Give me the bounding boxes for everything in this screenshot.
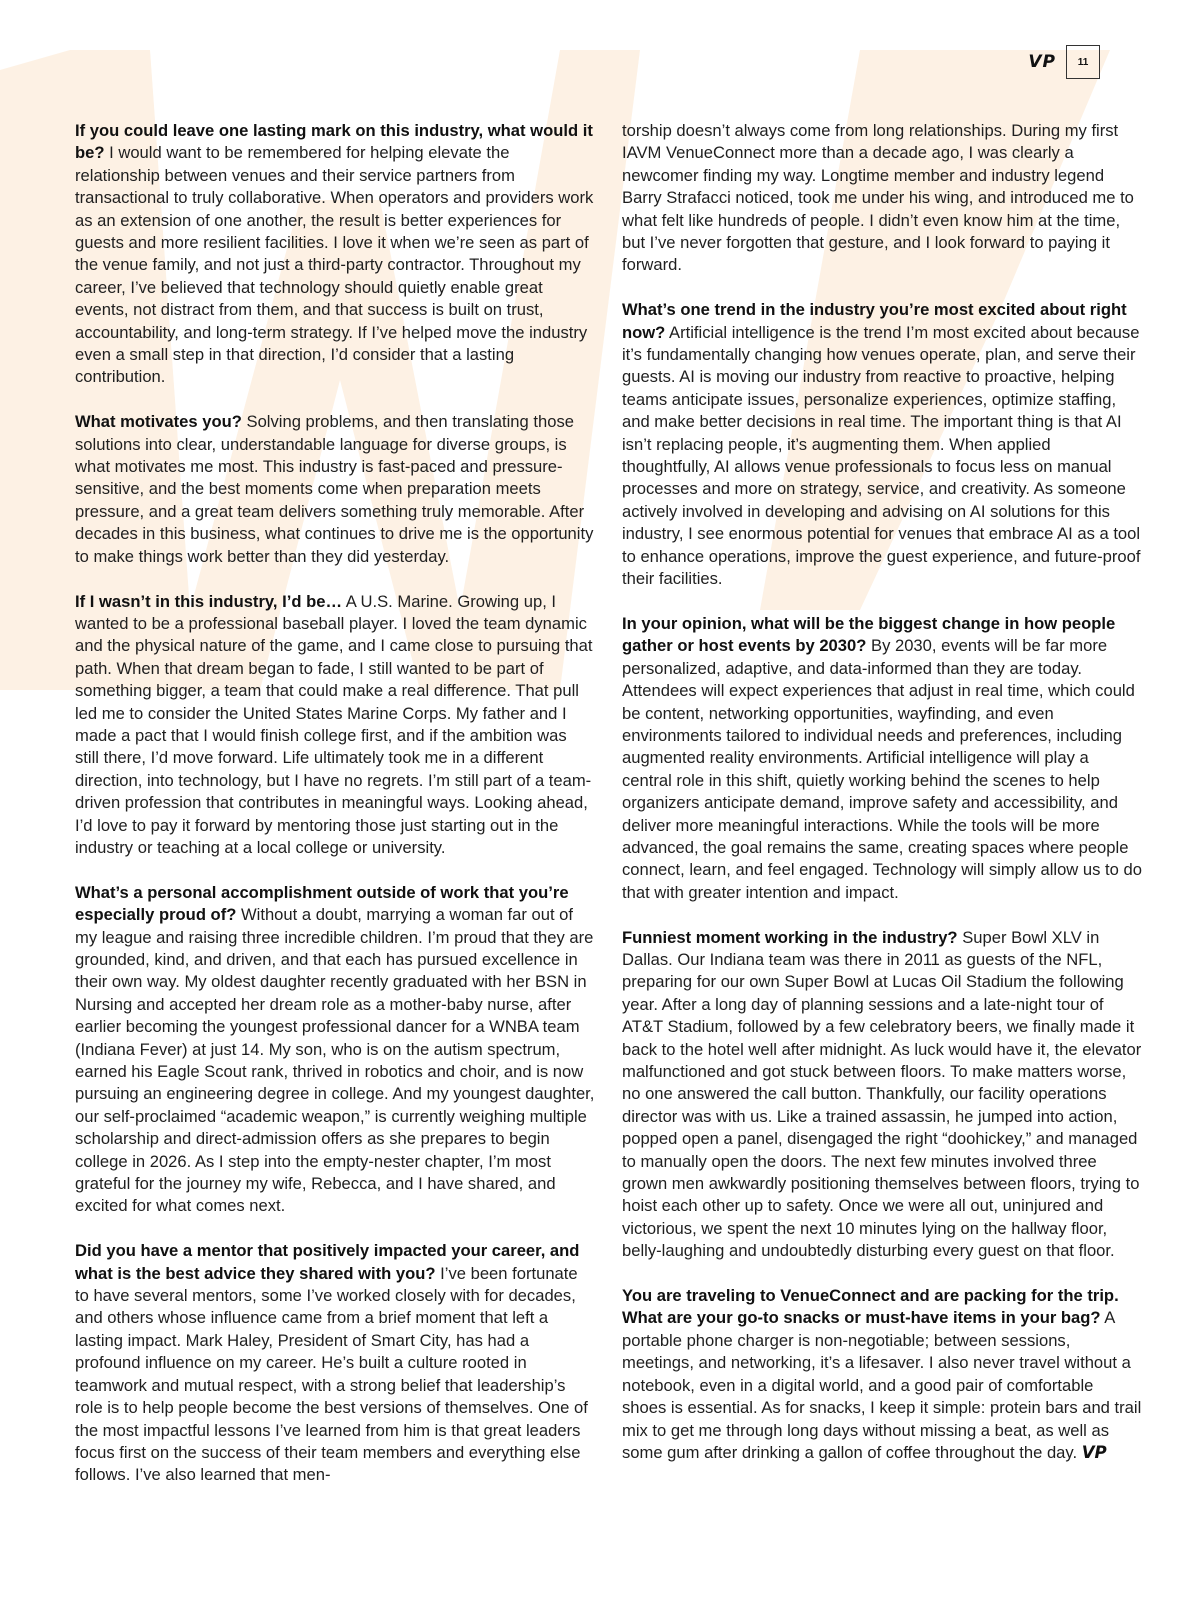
page-header (1028, 44, 1100, 80)
answer: Solving problems, and then translating those solutions into clear, understandable language for diverse groups, is what motivates me most. This industry is fast-paced and pressure-sensitive, and the best moments come when preparation meets pressure, and a great team delivers something truly memorable. After decades in this business, what continues to drive me is the opportunity to make things work better than they did yesterday. (75, 412, 594, 566)
question: What motivates you? (75, 412, 242, 432)
qa-paragraph (75, 120, 595, 389)
qa-paragraph (75, 882, 595, 1218)
question: Did you have a mentor that positively impacted your career, and what is the best advice they shared with you? (75, 1241, 580, 1283)
answer: By 2030, events will be far more personalized, adaptive, and data-informed than they are today. Attendees will expect experiences that adjust in real time, which could be content, networking opportunities, wayfinding, and even environments tailored to individual needs and preferences, including augmented reality environments. Artificial intelligence will play a central role in this shift, quietly working behind the scenes to help organizers anticipate demand, improve safety and accessibility, and deliver more meaningful interactions. While the tools will be more advanced, the goal remains the same, creating spaces where people connect, learn, and feel engaged. Technology will simply allow us to do that with greater intention and impact. (622, 636, 1142, 902)
question: What’s one trend in the industry you’re most excited about right now? (622, 300, 1127, 342)
qa-paragraph (622, 927, 1142, 1263)
question: What’s a personal accomplishment outside of work that you’re especially proud of? (75, 882, 569, 925)
answer: Artificial intelligence is the trend I’m most excited about because it’s fundamentally changing how venues operate, plan, and serve their guests. AI is moving our industry from reactive to proactive, helping teams anticipate issues, personalize experiences, optimize staffing, and make better decisions in real time. The important thing is that AI isn’t replacing people, it’s augmenting them. When applied thoughtfully, AI allows venue professionals to focus less on manual processes and more on strategy, service, and creativity. As someone actively involved in developing and advising on AI solutions for this industry, I see enormous potential for venues that embrace AI as a tool to enhance operations, improve the guest experience, and future-proof their facilities. (622, 322, 1141, 589)
brand-logo: VP (1028, 52, 1056, 72)
page-number: 11 (1066, 45, 1100, 79)
answer: A U.S. Marine. Growing up, I wanted to be a professional baseball player. I loved the team dynamic and the physical nature of the game, and I came close to pursuing that path. When that dream began to fade, I still wanted to be part of something bigger, a team that could make a real difference. That pull led me to consider the United States Marine Corps. My father and I made a pact that I would finish college first, and if the ambition was still there, I’d move forward. Life ultimately took me in a different direction, into technology, but I have no regrets. I’m still part of a team-driven profession that contributes in meaningful ways. Looking ahead, I’d love to pay it forward by mentoring those just starting out in the industry or teaching at a local college or university. (75, 591, 593, 857)
qa-paragraph (622, 613, 1142, 904)
left-column (75, 120, 595, 1487)
answer: I’ve been fortunate to have several mentors, some I’ve worked closely with for decades, and others whose influence came from a brief moment that left a lasting impact. Mark Haley, President of Smart City, has had a profound influence on my career. He’s built a culture rooted in teamwork and mutual respect, with a strong belief that leadership’s role is to help people become the best versions of themselves. One of the most impactful lessons I’ve learned from him is that great leaders focus first on the success of their team members and everything else follows. I’ve also learned that men- (75, 1263, 588, 1485)
qa-paragraph (75, 411, 595, 568)
question: If I wasn’t in this industry, I’d be… (75, 591, 343, 611)
question: If you could leave one lasting mark on this industry, what would it be? (75, 121, 593, 163)
qa-paragraph (622, 120, 1142, 277)
answer: A portable phone charger is non-negotiable; between sessions, meetings, and networking, it’s a lifesaver. I also never travel without a notebook, even in a digital world, and a good pair of comfortable shoes is essential. As for snacks, I keep it simple: protein bars and trail mix to get me through long days without missing a beat, as well as some gum after drinking a gallon of coffee throughout the day. (622, 1308, 1142, 1462)
right-column (622, 120, 1142, 1464)
answer: I would want to be remembered for helping elevate the relationship between venues and their service partners from transactional to truly collaborative. When operators and providers work as an extension of one another, the result is better experiences for guests and more resilient facilities. I love it when we’re seen as part of the venue family, and not just a third-party contractor. Throughout my career, I’ve believed that technology should quietly enable great events, not distract from them, and that success is built on trust, accountability, and long-term strategy. If I’ve helped move the industry even a small step in that direction, I’d consider that a lasting contribution. (75, 143, 594, 387)
answer: Super Bowl XLV in Dallas. Our Indiana team was there in 2011 as guests of the NFL, preparing for our own Super Bowl at Lucas Oil Stadium the following year. After a long day of planning sessions and a late-night tour of AT&T Stadium, followed by a few celebratory beers, we finally made it back to the hotel well after midnight. As luck would have it, the elevator malfunctioned and got stuck between floors. To make matters worse, no one answered the call button. Thankfully, our facility operations director was with us. Like a trained assassin, he jumped into action, popped open a panel, disengaged the right “doohickey,” and managed to manually open the doors. The next few minutes involved three grown men awkwardly positioning themselves between floors, trying to hoist each other up to safety. Once we were all out, uninjured and victorious, we spent the next 10 minutes lying on the hallway floor, belly-laughing and undoubtedly disturbing every guest on that floor. (622, 927, 1142, 1261)
qa-paragraph (622, 1285, 1142, 1464)
question: You are traveling to VenueConnect and are packing for the trip. What are your go-to snacks or must-have items in your bag? (622, 1286, 1119, 1328)
end-signature: VP (1081, 1442, 1107, 1462)
answer: torship doesn’t always come from long relationships. During my first IAVM VenueConnect more than a decade ago, I was clearly a newcomer finding my way. Longtime member and industry legend Barry Strafacci noticed, took me under his wing, and introduced me to what felt like hundreds of people. I didn’t even know him at the time, but I’ve never forgotten that gesture, and I look forward to paying it forward. (622, 121, 1134, 275)
answer: Without a doubt, marrying a woman far out of my league and raising three incredible children. I’m proud that they are grounded, kind, and driven, and that each has pursued excellence in their own way. My oldest daughter recently graduated with her BSN in Nursing and accepted her dream role as a mother-baby nurse, after earlier becoming the youngest professional dancer for a WNBA team (Indiana Fever) at just 14. My son, who is on the autism spectrum, earned his Eagle Scout rank, thrived in robotics and choir, and is now pursuing an engineering degree in college. And my youngest daughter, our self-proclaimed “academic weapon,” is currently weighing multiple scholarship and direct-admission offers as she prepares to begin college in 2026. As I step into the empty-nester chapter, I’m most grateful for the journey my wife, Rebecca, and I have shared, and excited for what comes next. (75, 905, 595, 1216)
question: In your opinion, what will be the biggest change in how people gather or host events by 2030? (622, 613, 1116, 656)
qa-paragraph (75, 1240, 595, 1486)
question: Funniest moment working in the industry? (622, 927, 958, 947)
qa-paragraph (75, 591, 595, 860)
qa-paragraph (622, 299, 1142, 590)
